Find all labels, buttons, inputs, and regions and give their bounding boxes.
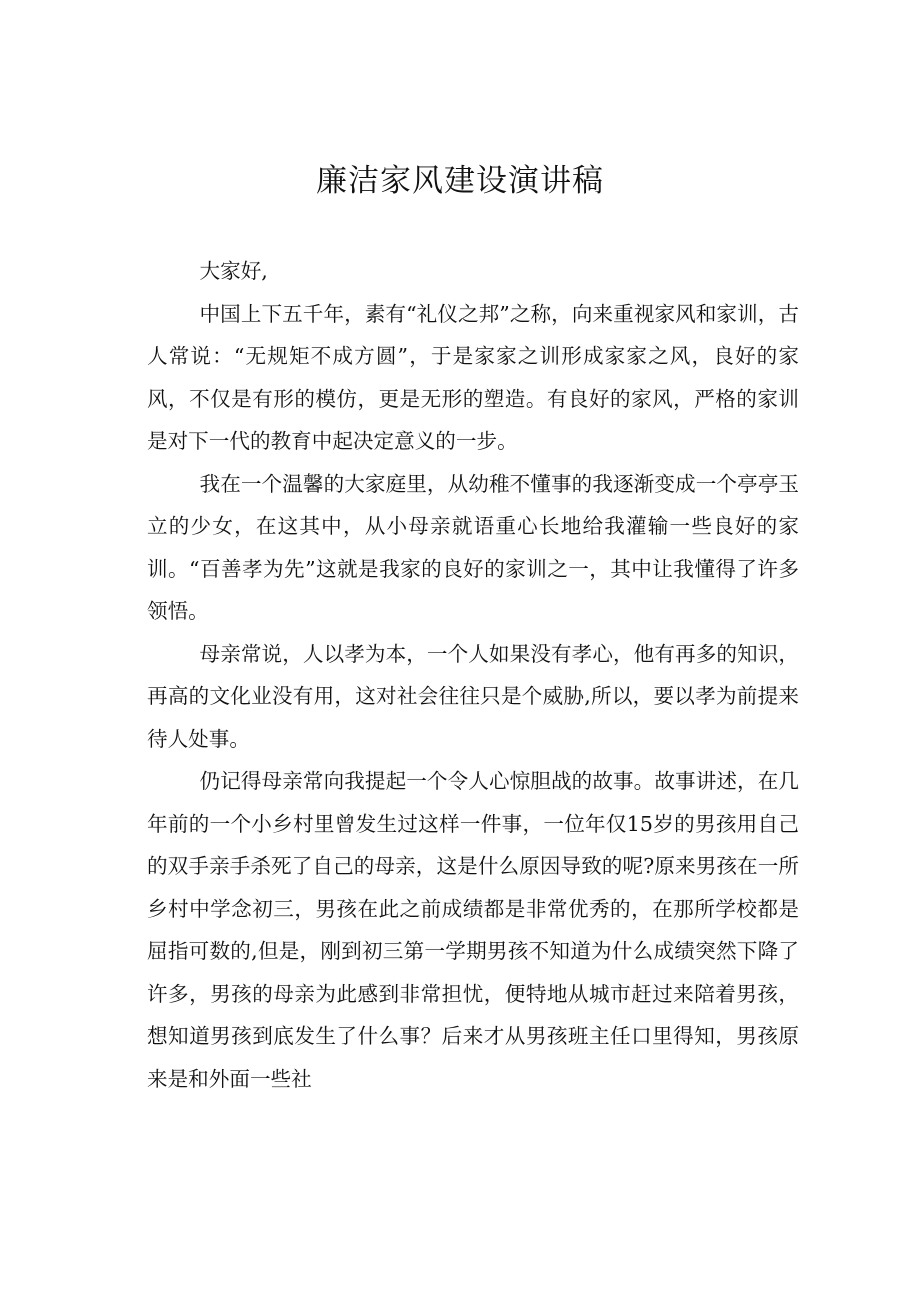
paragraph-family-upbringing: 我在一个温馨的大家庭里，从幼稚不懂事的我逐渐变成一个亭亭玉立的少女，在这其中，从小母亲就语重心长地给我灌输一些良好的家训。“百善孝为先”这就是我家的良好的家训之一，其中让我懂得了许多领悟。 — [147, 471, 799, 623]
paragraph-filial-piety: 母亲常说，人以孝为本，一个人如果没有孝心，他有再多的知识，再高的文化业没有用，这对社会往往只是个威胁,所以，要以孝为前提来待人处事。 — [147, 641, 799, 751]
paragraph-family-tradition: 中国上下五千年，素有“礼仪之邦”之称，向来重视家风和家训，古人常说：“无规矩不成方圆”，于是家家之训形成家家之风，良好的家风，不仅是有形的模仿，更是无形的塑造。有良好的家风，严格的家训是对下一代的教育中起决定意义的一步。 — [147, 301, 799, 453]
document-title: 廉洁家风建设演讲稿 — [316, 163, 604, 199]
document-body — [147, 250, 799, 1100]
paragraph-greeting: 大家好, — [199, 259, 268, 283]
paragraph-story: 仍记得母亲常向我提起一个令人心惊胆战的故事。故事讲述，在几年前的一个小乡村里曾发生过这样一件事，一位年仅15岁的男孩用自己的双手亲手杀死了自己的母亲，这是什么原因导致的呢?原来男孩在一所乡村中学念初三，男孩在此之前成绩都是非常优秀的，在那所学校都是屈指可数的,但是，刚到初三第一学期男孩不知道为什么成绩突然下降了许多，男孩的母亲为此感到非常担忧，便特地从城市赶过来陪着男孩，想知道男孩到底发生了什么事？后来才从男孩班主任口里得知，男孩原来是和外面一些社 — [147, 769, 799, 1091]
